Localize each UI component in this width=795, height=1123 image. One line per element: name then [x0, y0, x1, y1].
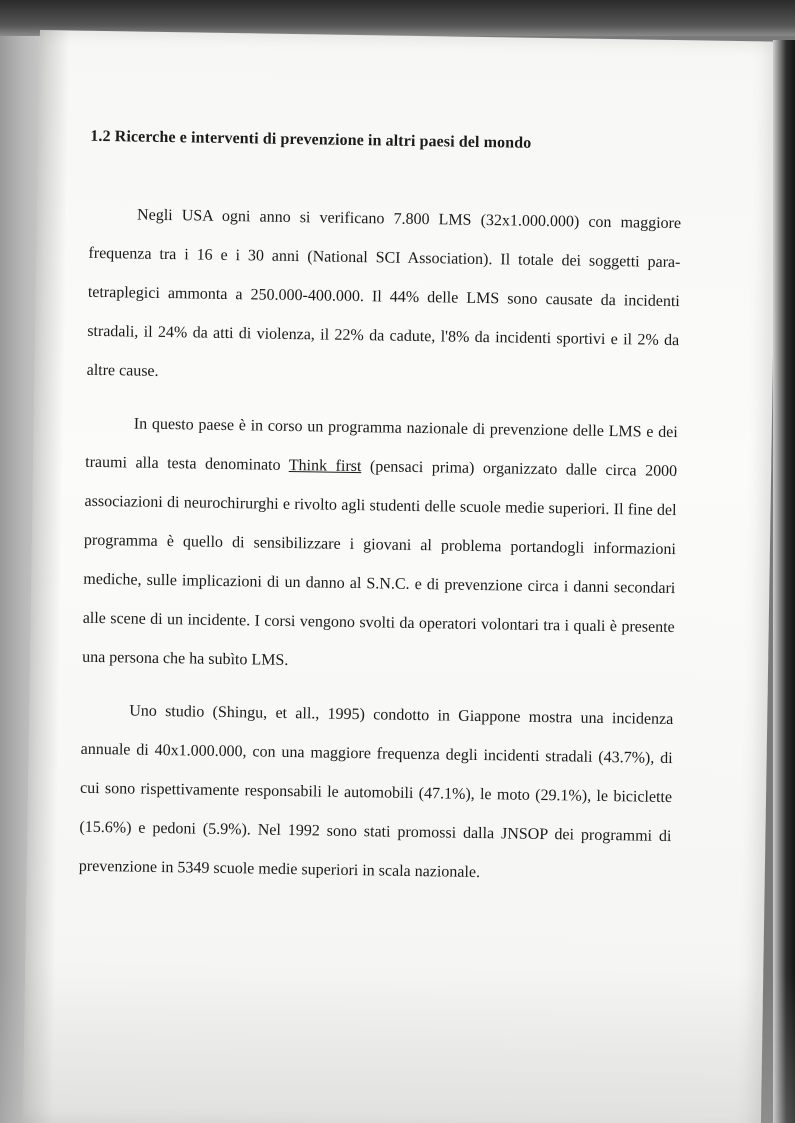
paper-sheet — [23, 30, 778, 1123]
scan-right-edge — [773, 40, 795, 1123]
paragraph-text: (pensaci prima) organizzato dalle circa 2000 associazioni di neurochirurghi e rivolto agli studenti delle scuole medie superiori. Il fine del programma è quello di sensibilizzare i giovani al problema portandogli informazioni mediche, sulle implicazioni di un danno al S.N.C. e di prevenzione circa i danni secondari alle scene di un incidente. I corsi vengono svolti da operatori volontari tra i quali è presente una persona che ha subìto LMS. — [82, 458, 678, 669]
program-name: Think first — [288, 456, 362, 476]
paragraph-text: In questo paese è in corso un programma nazionale di prevenzione delle LMS e dei traumi alla testa denominato — [85, 415, 678, 474]
paragraph-usa-statistics: Negli USA ogni anno si verificano 7.800 LMS (32x1.000.000) con maggiore frequenza tra i 16 e i 30 anni (National SCI Association). Il totale dei soggetti para-tetraplegici ammonta a 250.000-400.000. Il 44% delle LMS sono causate da incidenti stradali, il 24% da atti di violenza, il 22% da cadute, l'8% da incidenti sportivi e il 2% da altre cause. — [86, 206, 682, 380]
paragraph-japan-study: Uno studio (Shingu, et all., 1995) condotto in Giappone mostra una incidenza annuale di 40x1.000.000, con una maggiore frequenza degli incidenti stradali (43.7%), di cui sono rispettivamente responsabili le automobili (47.1%), le moto (29.1%), le biciclette (15.6%) e pedoni (5.9%). Nel 1992 sono stati promossi dalla JNSOP dei programmi di prevenzione in 5349 scuole medie superiori in scala nazionale. — [78, 702, 674, 882]
section-heading: 1.2 Ricerche e interventi di prevenzione in altri paesi del mondo — [90, 127, 532, 152]
paragraph-think-first-program — [82, 404, 678, 686]
document-body — [78, 127, 682, 909]
